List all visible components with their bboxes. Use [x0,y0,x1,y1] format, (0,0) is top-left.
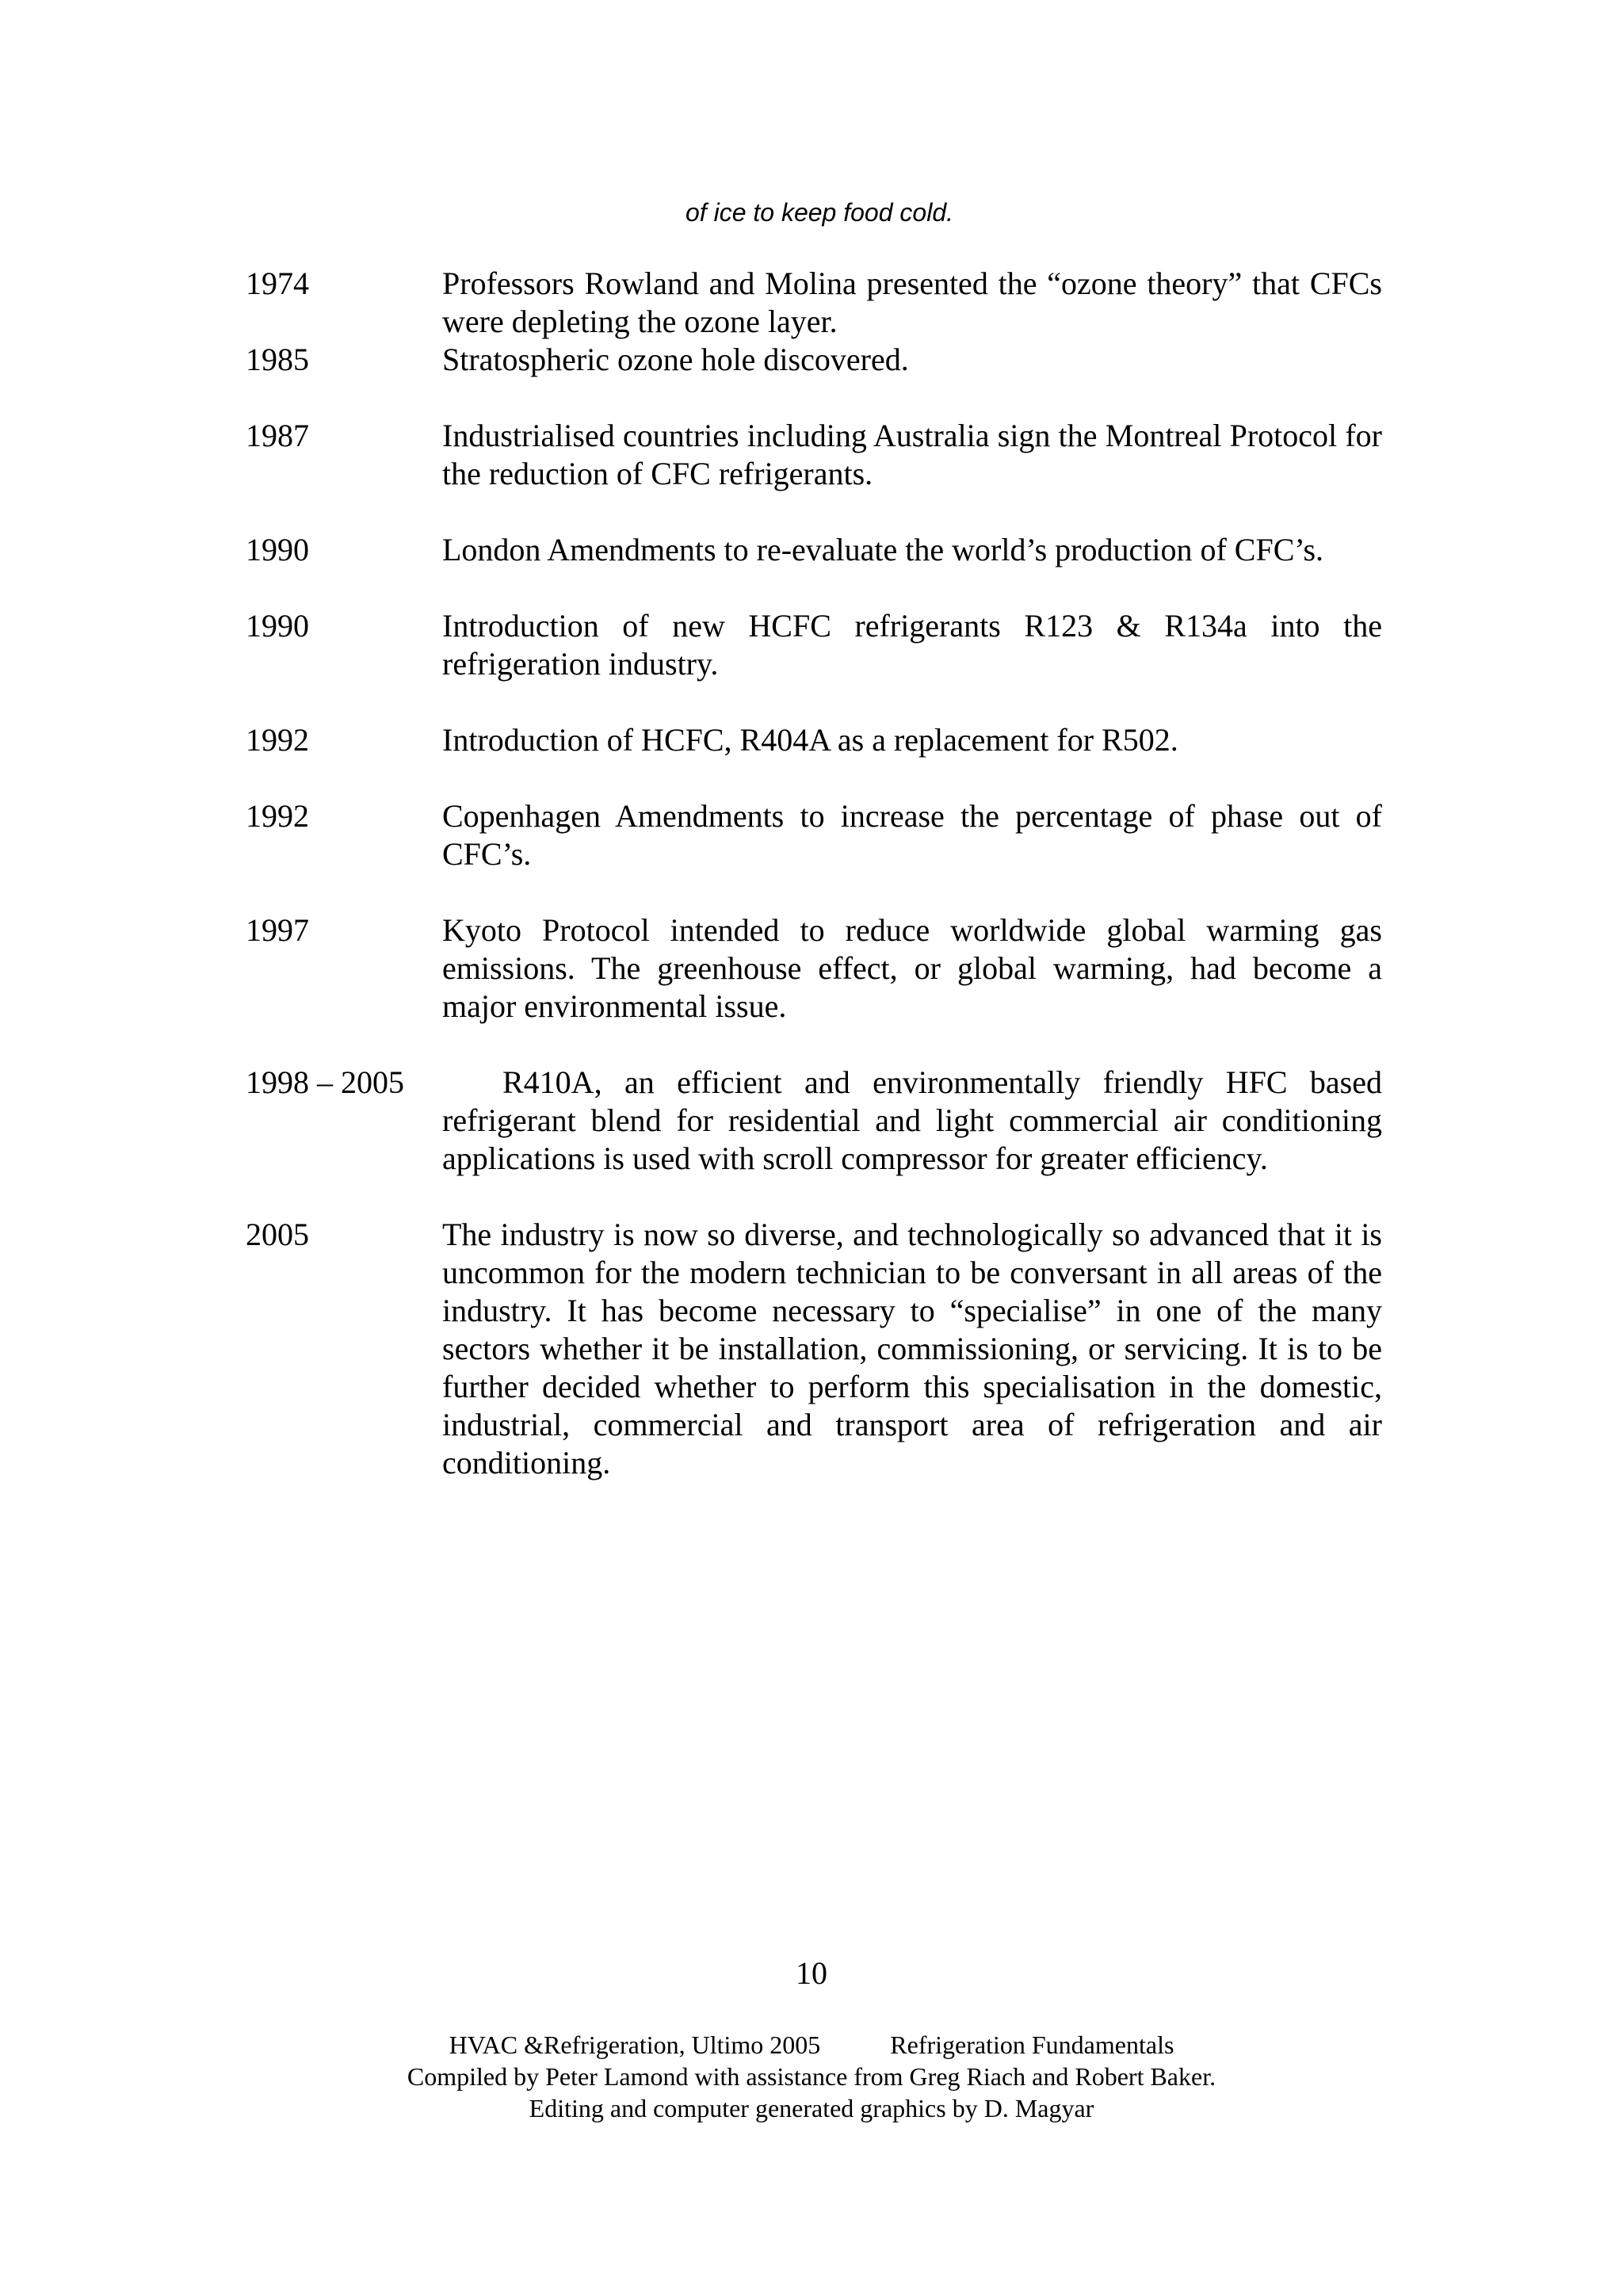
footer-credits: Compiled by Peter Lamond with assistance from Greg Riach and Robert Baker. [407,2062,1216,2091]
carry-over-line: of ice to keep food cold. [685,198,953,227]
timeline-entry [246,797,1382,873]
timeline-entry [246,341,1382,379]
entry-year: 1992 [246,798,309,834]
entry-year: 1990 [246,532,309,567]
entry-text: Kyoto Protocol intended to reduce worldwide global warming gas emissions. The greenhouse effect, or global warming, had become a major environmental issue. [442,912,1382,1024]
entry-text: Stratospheric ozone hole discovered. [442,342,909,377]
page-number: 10 [796,1955,827,1991]
timeline-entry [246,1216,1382,1482]
entry-year: 2005 [246,1217,309,1252]
footer-course: HVAC &Refrigeration, Ultimo 2005 [449,2030,821,2059]
entry-year: 1974 [246,266,309,301]
timeline-entry [246,531,1382,569]
entry-year: 1990 [246,608,309,644]
entry-text: The industry is now so diverse, and technologically so advanced that it is uncommon for the modern technician to be conversant in all areas of the industry. It has become necessary to “specialise” in one of the many sectors whether it be installation, commissioning, or servicing. It is to be further decided whether to perform this specialisation in the domestic, industrial, commercial and transport area of refrigeration and air conditioning. [442,1217,1382,1480]
footer-editing-credit: Editing and computer generated graphics by D. Magyar [529,2094,1094,2122]
entry-text: Professors Rowland and Molina presented the “ozone theory” that CFCs were depleting the ozone layer. [442,266,1382,339]
timeline-entry [246,911,1382,1026]
timeline-entry [246,417,1382,493]
entry-text: Introduction of new HCFC refrigerants R123 & R134a into the refrigeration industry. [442,608,1382,682]
timeline [246,265,1382,1482]
footer-line-1 [0,2029,1623,2061]
entry-year: 1987 [246,418,309,453]
timeline-entry [246,721,1382,759]
entry-year: 1985 [246,342,309,377]
entry-text: Industrialised countries including Australia sign the Montreal Protocol for the reduction of CFC refrigerants. [442,418,1382,491]
timeline-entry [246,1064,1382,1178]
page-footer [0,2029,1623,2124]
timeline-entry [246,607,1382,683]
timeline-entry [246,265,1382,341]
entry-text: Introduction of HCFC, R404A as a replacement for R502. [442,722,1178,758]
entry-year: 1992 [246,722,309,758]
entry-text: Copenhagen Amendments to increase the percentage of phase out of CFC’s. [442,798,1382,872]
entry-text: London Amendments to re-evaluate the world’s production of CFC’s. [442,532,1324,567]
entry-year: 1997 [246,912,309,948]
entry-year: 1998 – 2005 [246,1064,404,1100]
entry-text: R410A, an efficient and environmentally friendly HFC based refrigerant blend for residential and light commercial air conditioning applications is used with scroll compressor for greater efficiency. [442,1064,1382,1176]
footer-subject: Refrigeration Fundamentals [890,2030,1174,2059]
